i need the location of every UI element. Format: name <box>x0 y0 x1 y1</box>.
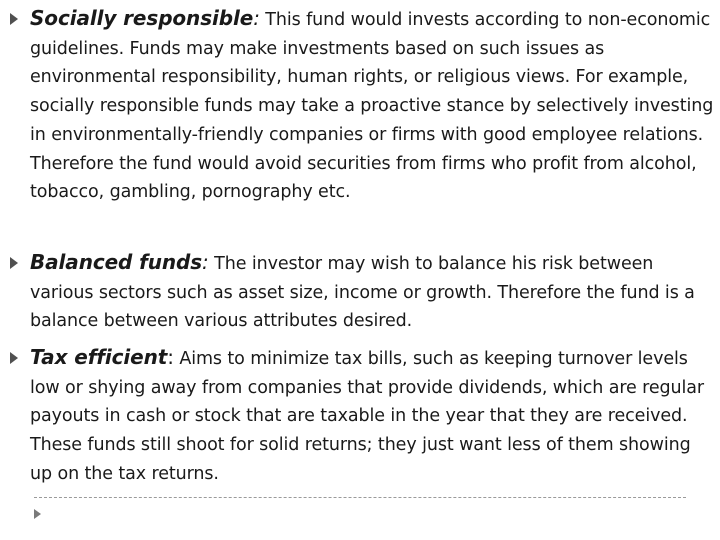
item-text: The investor may wish to balance his risk between various sectors such as asset size, income or growth. Therefore the fund is a balance between various attributes desired. <box>30 254 695 332</box>
item-text: Aims to minimize tax bills, such as keeping turnover levels low or shying away from companies that provide dividends, which are regular payouts in cash or stock that are taxable in the year that they are received. These funds still shoot for solid returns; they just want less of them showing up on the tax returns. <box>30 349 705 484</box>
item-term: Tax efficient <box>30 345 168 369</box>
footer-divider <box>34 497 686 498</box>
item-term-suffix: : <box>167 345 174 369</box>
item-term-suffix: : <box>202 250 209 274</box>
arrow-bullet-icon <box>10 352 18 364</box>
item-paragraph <box>30 248 714 336</box>
item-paragraph <box>30 343 714 489</box>
item-text: This fund would invests according to non-economic guidelines. Funds may make investments based on such issues as environmental responsibility, human rights, or religious views. For example, socially responsible funds may take a proactive stance by selectively investing in environmentally-friendly companies or firms with good employee relations. Therefore the fund would avoid securities from firms who profit from alcohol, tobacco, gambling, pornography etc. <box>30 10 714 203</box>
item-term: Balanced funds <box>30 250 203 274</box>
arrow-bullet-icon <box>10 13 18 25</box>
arrow-bullet-icon <box>10 257 18 269</box>
item-term: Socially responsible <box>30 6 254 30</box>
item-paragraph <box>30 4 714 207</box>
footer-arrow-icon <box>34 509 41 519</box>
item-term-suffix: : <box>253 6 260 30</box>
